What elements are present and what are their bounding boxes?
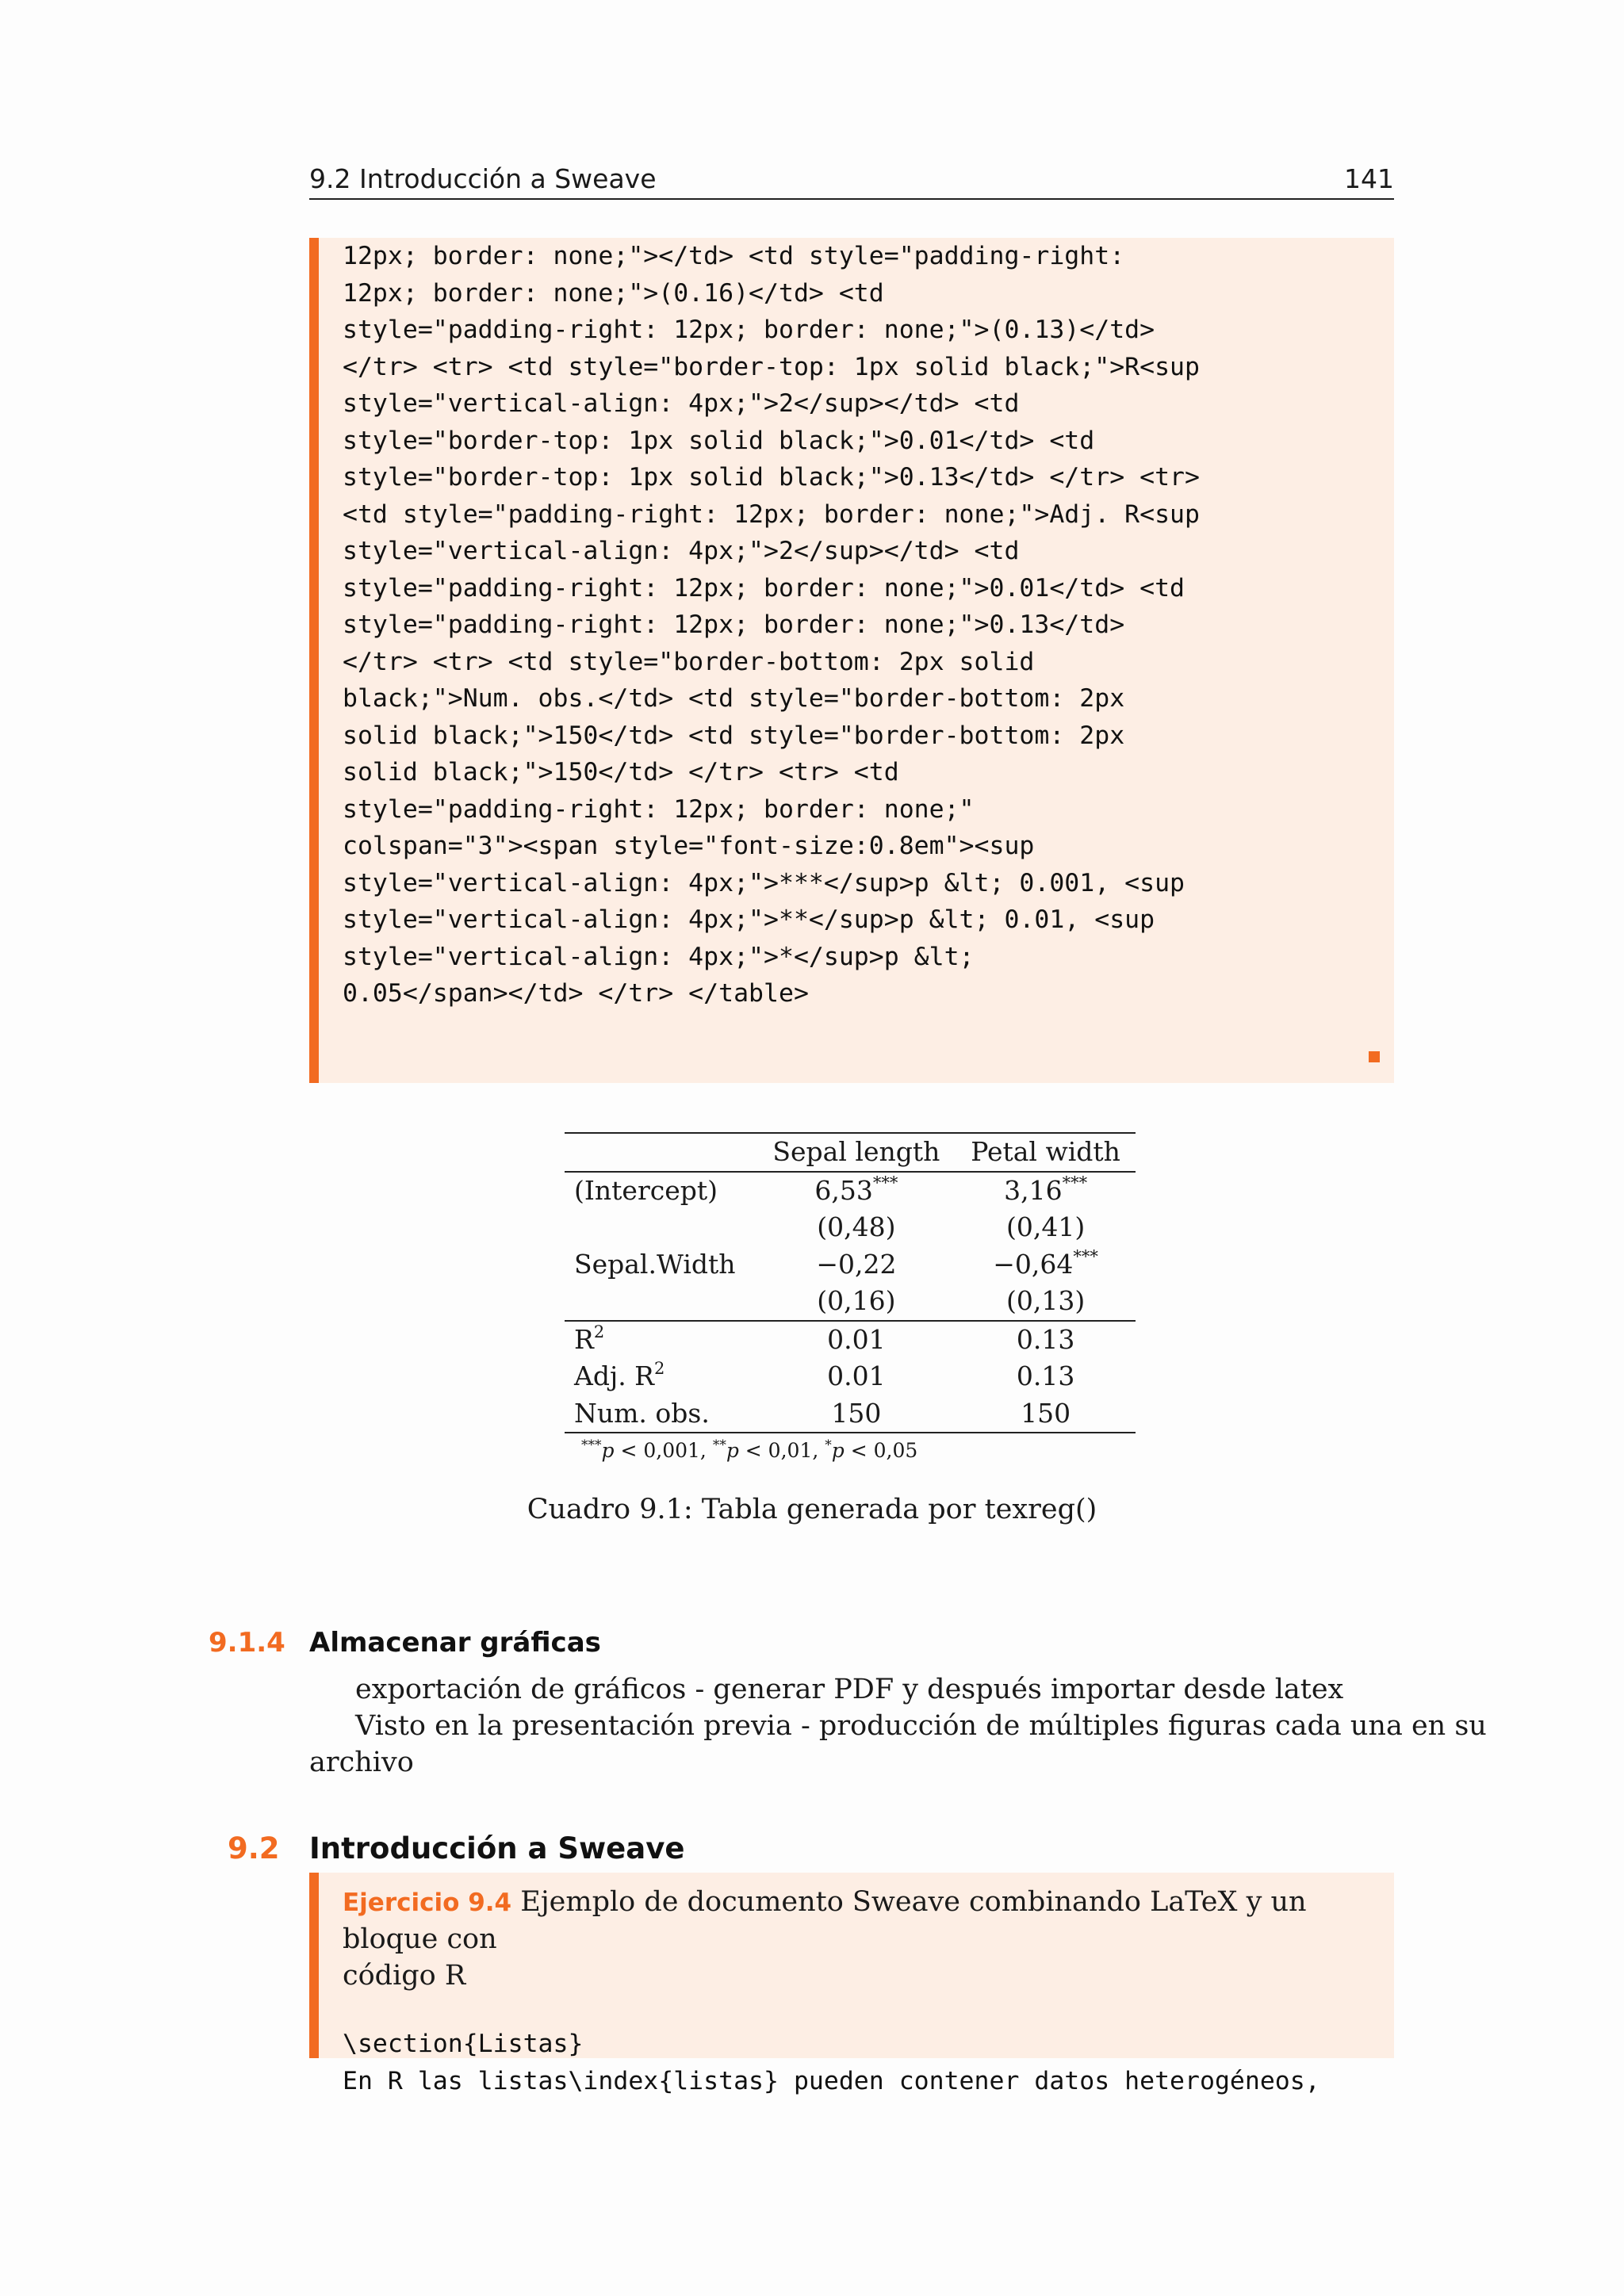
row-label [565, 1283, 757, 1321]
code-line: 12px; border: none;"></td> <td style="padding-right: [343, 242, 1125, 270]
cell: 0.01 [827, 1360, 886, 1391]
subsection-title: Almacenar gráficas [309, 1627, 601, 1659]
stat-label: Num. obs. [574, 1397, 710, 1429]
paragraph-line: exportación de gráficos - generar PDF y después importar desde latex [355, 1674, 1344, 1705]
code-line: style="padding-right: 12px; border: none;">0.13</td> [343, 610, 1125, 639]
code-listing-box [309, 238, 1394, 1083]
table-footnote: ***p < 0,001, **p < 0,01, *p < 0,05 [581, 1437, 918, 1462]
table-stat-row [565, 1321, 1136, 1359]
row-label: Sepal.Width [574, 1248, 736, 1280]
code-line: 0.05</span></td> </tr> </table> [343, 979, 809, 1008]
code-line: style="padding-right: 12px; border: none;" [343, 794, 975, 824]
code-line: style="border-top: 1px solid black;">0.13</td> </tr> <tr> [343, 463, 1200, 492]
table-header-empty [565, 1133, 757, 1172]
code-line: black;">Num. obs.</td> <td style="border-bottom: 2px [343, 684, 1125, 713]
exercise-statement [343, 1884, 1378, 1957]
code-line: style="vertical-align: 4px;">*</sup>p &lt; [343, 942, 975, 971]
cell: 6,53*** [814, 1173, 898, 1206]
end-of-exercise-square [1369, 1051, 1380, 1062]
table-header-petal-width: Petal width [971, 1136, 1120, 1167]
code-line: style="vertical-align: 4px;">2</sup></td> <td [343, 537, 1020, 565]
table-row [565, 1283, 1136, 1321]
cell: 0.01 [827, 1323, 886, 1355]
cell: (0,13) [1005, 1285, 1086, 1316]
regression-table [565, 1132, 1136, 1433]
code-line: style="vertical-align: 4px;">2</sup></td> <td [343, 389, 1020, 418]
cell: 150 [831, 1397, 882, 1429]
table-row [565, 1209, 1136, 1246]
cell: (0,16) [817, 1285, 896, 1316]
row-label [565, 1209, 757, 1246]
code-line: style="vertical-align: 4px;">***</sup>p &lt; 0.001, <sup [343, 868, 1185, 897]
table-header-sepal-length: Sepal length [772, 1136, 940, 1167]
section-title: Introducción a Sweave [309, 1831, 685, 1866]
paragraph-line: Visto en la presentación previa - producción de múltiples figuras cada una en su [355, 1710, 1487, 1742]
exercise-text: Ejemplo de documento Sweave combinando LaTeX y un bloque con [343, 1886, 1307, 1955]
running-header [309, 163, 1394, 200]
code-line: 12px; border: none;">(0.16)</td> <td [343, 278, 884, 308]
section-number: 9.2 [228, 1831, 280, 1866]
header-section-title: 9.2 Introducción a Sweave [309, 163, 657, 194]
code-line: style="padding-right: 12px; border: none;">(0.13)</td> [343, 316, 1155, 344]
code-line: En R las listas\index{listas} pueden contener datos heterogéneos, [343, 2066, 1320, 2095]
page-number: 141 [1344, 163, 1394, 194]
table-header-row [565, 1133, 1136, 1172]
paragraph-line: archivo [309, 1747, 414, 1778]
code-line: style="padding-right: 12px; border: none;">0.01</td> <td [343, 573, 1185, 603]
row-label: (Intercept) [574, 1174, 718, 1206]
code-line: </tr> <tr> <td style="border-bottom: 2px solid [343, 647, 1035, 676]
exercise-box [309, 1873, 1394, 2095]
cell: (0,41) [1005, 1211, 1086, 1242]
subsection-number: 9.1.4 [209, 1627, 285, 1659]
stat-label: Adj. $R^2$ [574, 1359, 665, 1391]
code-line: style="vertical-align: 4px;">**</sup>p &lt; 0.01, <sup [343, 905, 1155, 934]
code-line: style="border-top: 1px solid black;">0.01</td> <td [343, 426, 1095, 455]
table-row [565, 1246, 1136, 1284]
code-line: <td style="padding-right: 12px; border: none;">Adj. R<sup [343, 499, 1200, 529]
cell: −0,64*** [993, 1246, 1098, 1280]
stat-label: $R^2$ [574, 1322, 605, 1355]
code-line: </tr> <tr> <td style="border-top: 1px solid black;">R<sup [343, 352, 1200, 381]
cell: 0.13 [1016, 1360, 1075, 1391]
code-line: solid black;">150</td> </tr> <tr> <td [343, 758, 899, 786]
code-line: \section{Listas} [343, 2030, 584, 2058]
table-stat-row [565, 1395, 1136, 1433]
cell: −0,22 [816, 1248, 897, 1280]
exercise-label: Ejercicio 9.4 [343, 1888, 512, 1917]
cell: 3,16*** [1004, 1173, 1088, 1206]
code-line: solid black;">150</td> <td style="border-bottom: 2px [343, 721, 1125, 750]
code-lines [343, 238, 1394, 1012]
cell: (0,48) [817, 1211, 896, 1242]
table-row [565, 1172, 1136, 1210]
table-stat-row [565, 1358, 1136, 1395]
exercise-text-continued: código R [343, 1960, 466, 1992]
cell: 150 [1021, 1397, 1071, 1429]
code-line: colspan="3"><span style="font-size:0.8em"><sup [343, 832, 1035, 860]
table-caption: Cuadro 9.1: Tabla generada por texreg() [527, 1494, 1097, 1525]
cell: 0.13 [1016, 1323, 1075, 1355]
